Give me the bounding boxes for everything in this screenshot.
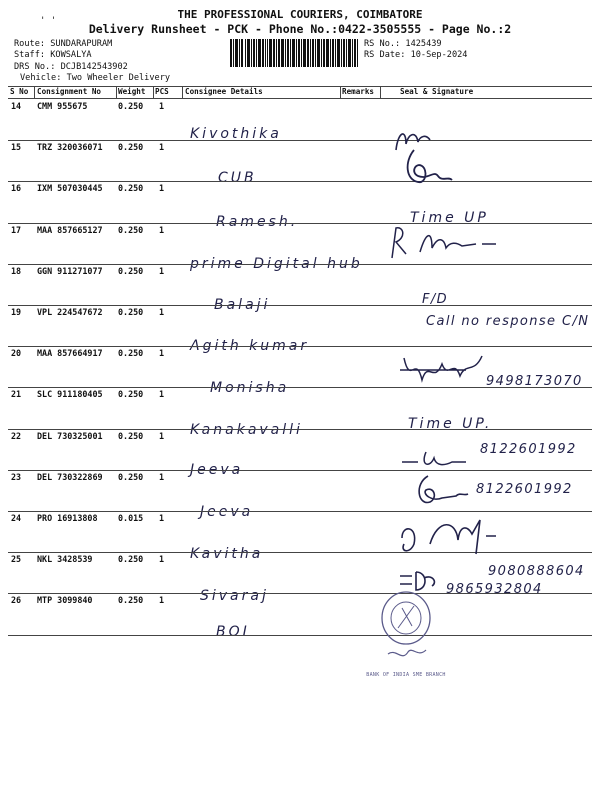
barcode-icon <box>230 39 358 67</box>
row-rule <box>8 181 592 182</box>
row-consignment-no: SLC 911180405 <box>37 389 103 400</box>
row-sno: 20 <box>11 348 22 359</box>
row-consignee-handwriting: Kanakavalli <box>190 422 303 438</box>
signature-row-20 <box>396 350 526 392</box>
row-sno: 14 <box>11 101 22 111</box>
row-weight: 0.250 <box>118 183 144 194</box>
row-rule <box>8 635 592 636</box>
header-remarks: Remarks <box>342 87 375 96</box>
col-divider <box>380 86 381 98</box>
row-rule <box>8 305 592 306</box>
row-rule <box>8 470 592 471</box>
row-rule <box>8 140 592 141</box>
row-seal-note: F/D <box>422 292 449 307</box>
row-pcs: 1 <box>159 595 165 606</box>
header-sno: S No <box>10 87 29 96</box>
row-weight: 0.250 <box>118 389 144 400</box>
row-consignee-handwriting: Jeeva <box>200 504 254 520</box>
row-rule <box>8 511 592 512</box>
header-seal: Seal & Signature <box>400 87 474 96</box>
row-consignment-no: TRZ 320036071 <box>37 142 103 153</box>
row-consignee-handwriting: Sivaraj <box>200 588 269 604</box>
row-consignment-no: CMM 955675 <box>37 101 88 111</box>
row-pcs: 1 <box>159 513 165 523</box>
row-consignment-no: MAA 857664917 <box>37 348 103 359</box>
signature-row-24 <box>396 514 516 564</box>
row-rule <box>8 593 592 594</box>
row-pcs: 1 <box>159 307 165 317</box>
row-rule <box>8 223 592 224</box>
row-seal-note: 9080888604 <box>488 564 585 579</box>
header-weight: Weight <box>118 87 146 96</box>
rs-no-label: RS No.: 1425439 <box>364 39 442 49</box>
col-divider <box>153 86 154 98</box>
row-weight: 0.250 <box>118 307 144 317</box>
runsheet-subtitle: Delivery Runsheet - PCK - Phone No.:0422-3505555 - Page No.:2 <box>88 22 512 36</box>
row-seal-note: Time UP <box>410 210 489 226</box>
drs-label: DRS No.: DCJB142543902 <box>14 62 128 72</box>
row-pcs: 1 <box>159 430 165 441</box>
row-pcs: 1 <box>159 265 165 276</box>
col-divider <box>116 86 117 98</box>
header-consignment: Consignment No <box>37 87 102 96</box>
vehicle-label: Vehicle: Two Wheeler Delivery <box>20 73 171 83</box>
row-consignee-handwriting: Kavitha <box>190 546 264 562</box>
row-sno: 18 <box>11 265 22 276</box>
row-seal-note: 9498173070 <box>486 374 583 389</box>
route-label: Route: SUNDARAPURAM <box>14 39 113 49</box>
staff-label: Staff: KOWSALYA <box>14 50 92 60</box>
row-consignee-handwriting: Ramesh. <box>216 214 299 230</box>
row-sno: 25 <box>11 554 22 565</box>
signature-row-17 <box>386 224 501 264</box>
rs-date-label: RS Date: 10-Sep-2024 <box>364 50 468 60</box>
header-pcs: PCS <box>155 87 169 96</box>
row-pcs: 1 <box>159 224 165 235</box>
row-seal-note: 8122601992 <box>480 442 577 457</box>
row-consignment-no: MTP 3099840 <box>37 595 93 606</box>
stamp-text: BANK OF INDIA SME BRANCH <box>366 672 446 678</box>
row-rule <box>8 346 592 347</box>
row-weight: 0.015 <box>118 513 144 523</box>
row-consignment-no: DEL 730322869 <box>37 471 103 482</box>
row-sno: 22 <box>11 430 22 441</box>
row-consignee-handwriting: Balaji <box>214 297 271 313</box>
row-seal-note: 9865932804 <box>446 582 543 597</box>
row-sno: 17 <box>11 224 22 235</box>
signature-row-22 <box>400 448 480 472</box>
row-consignment-no: DEL 730325001 <box>37 430 103 441</box>
row-weight: 0.250 <box>118 101 144 111</box>
row-consignment-no: PRO 16913808 <box>37 513 98 523</box>
row-sno: 19 <box>11 307 22 317</box>
row-pcs: 1 <box>159 101 165 111</box>
row-weight: 0.250 <box>118 595 144 606</box>
row-consignment-no: GGN 911271077 <box>37 265 103 276</box>
row-sno: 26 <box>11 595 22 606</box>
row-sno: 16 <box>11 183 22 194</box>
signature-row-15 <box>400 146 460 191</box>
row-sno: 24 <box>11 513 22 523</box>
row-pcs: 1 <box>159 389 165 400</box>
bank-stamp <box>378 588 434 666</box>
col-divider <box>34 86 35 98</box>
row-seal-note: 8122601992 <box>476 482 573 497</box>
row-consignee-handwriting: Monisha <box>210 380 290 396</box>
header-consignee: Consignee Details <box>185 87 263 96</box>
col-divider <box>340 86 341 98</box>
row-seal-note: Time UP. <box>408 416 493 432</box>
header-ticks: ' ' <box>40 16 57 26</box>
row-consignee-handwriting: prime Digital hub <box>190 256 363 272</box>
row-consignment-no: MAA 857665127 <box>37 224 103 235</box>
row-pcs: 1 <box>159 348 165 359</box>
row-consignment-no: VPL 224547672 <box>37 307 103 317</box>
header-bottom-rule <box>8 98 592 99</box>
row-rule <box>8 429 592 430</box>
row-pcs: 1 <box>159 142 165 153</box>
row-weight: 0.250 <box>118 142 144 153</box>
row-sno: 21 <box>11 389 22 400</box>
row-consignee-handwriting: Kivothika <box>190 126 282 142</box>
row-consignee-handwriting: Agith kumar <box>190 338 310 354</box>
row-seal-note: Call no response C/N <box>426 314 590 329</box>
row-weight: 0.250 <box>118 471 144 482</box>
row-weight: 0.250 <box>118 224 144 235</box>
row-consignment-no: NKL 3428539 <box>37 554 93 565</box>
row-consignment-no: IXM 507030445 <box>37 183 103 194</box>
row-sno: 23 <box>11 471 22 482</box>
row-weight: 0.250 <box>118 430 144 441</box>
row-pcs: 1 <box>159 183 165 194</box>
row-consignee-handwriting: CUB <box>218 170 257 186</box>
row-consignee-handwriting: Jeeva <box>190 462 244 478</box>
row-pcs: 1 <box>159 471 165 482</box>
page-title: THE PROFESSIONAL COURIERS, COIMBATORE <box>177 8 423 21</box>
row-sno: 15 <box>11 142 22 153</box>
row-weight: 0.250 <box>118 554 144 565</box>
row-pcs: 1 <box>159 554 165 565</box>
signature-row-23 <box>408 470 488 510</box>
row-weight: 0.250 <box>118 348 144 359</box>
row-consignee-handwriting: BOI <box>216 624 250 640</box>
row-weight: 0.250 <box>118 265 144 276</box>
row-rule <box>8 264 592 265</box>
barcode-image <box>230 39 358 67</box>
col-divider <box>182 86 183 98</box>
